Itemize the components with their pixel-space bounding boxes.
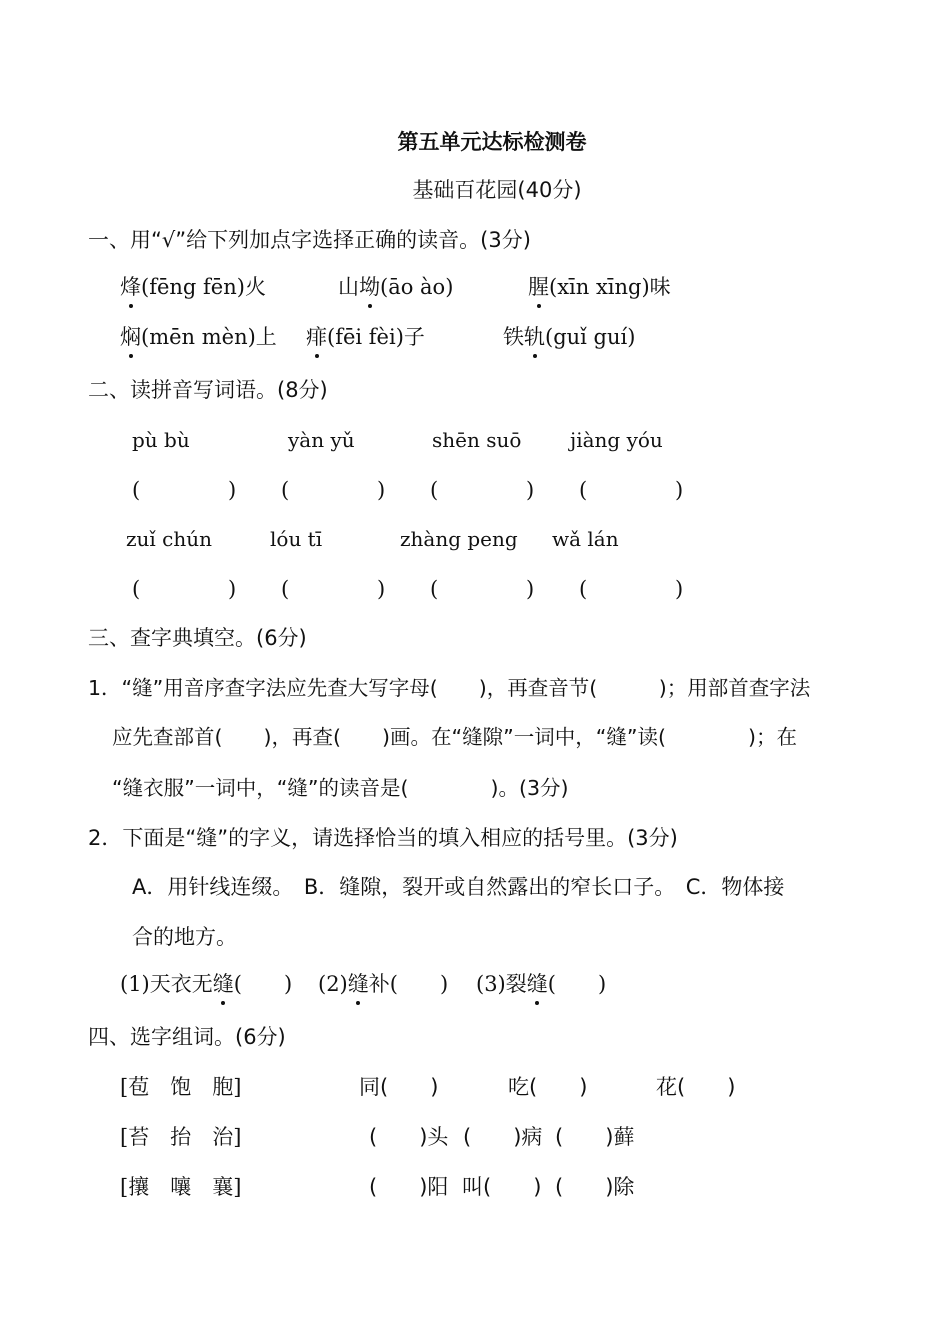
word-blank: ( )病	[463, 1125, 543, 1149]
char-group: [攘 嚷 襄]	[120, 1175, 242, 1199]
pinyin-prompt: lóu tī	[270, 527, 323, 551]
pinyin-prompt: jiàng yóu	[570, 428, 663, 452]
dotted-char: 缝	[212, 972, 234, 996]
q3-sub-item: (2)缝补( )	[318, 972, 449, 996]
q3-paragraph-line: 应先查部首( )，再查( )画。在“缝隙”一词中，“缝”读( )；在	[112, 725, 797, 749]
dotted-char: 坳	[359, 275, 380, 299]
pinyin-prompt: zhàng peng	[400, 527, 518, 551]
answer-blank-open: (	[281, 478, 290, 502]
char-group: [苔 抬 治]	[120, 1125, 242, 1149]
answer-blank-open: (	[430, 577, 439, 601]
word-blank: 吃( )	[508, 1075, 588, 1099]
q1-heading: 一、用“√”给下列加点字选择正确的读音。(3分)	[88, 228, 531, 252]
answer-blank-open: (	[281, 577, 290, 601]
q2-heading: 二、读拼音写词语。(8分)	[88, 378, 328, 402]
q3-sub-heading: 2．下面是“缝”的字义，请选择恰当的填入相应的括号里。(3分)	[88, 826, 678, 850]
q1-item: 痱(fēi fèi)子	[306, 325, 425, 349]
answer-blank-open: (	[430, 478, 439, 502]
q1-item: 山坳(āo ào)	[338, 275, 454, 299]
dotted-char: 缝	[526, 972, 548, 996]
answer-blank-open: (	[579, 478, 588, 502]
q4-heading: 四、选字组词。(6分)	[88, 1025, 286, 1049]
q1-item: 烽(fēng fēn)火	[120, 275, 266, 299]
answer-blank-close: )	[526, 577, 535, 601]
dotted-char: 缝	[347, 972, 369, 996]
word-blank: 同( )	[359, 1075, 439, 1099]
q1-item: 腥(xīn xīng)味	[528, 275, 671, 299]
answer-blank-open: (	[132, 478, 141, 502]
q3-sub-item: (3)裂缝( )	[476, 972, 607, 996]
answer-blank-close: )	[228, 577, 237, 601]
q3-paragraph-line: 1．“缝”用音序查字法应先查大写字母( )，再查音节( )；用部首查字法	[88, 676, 811, 700]
word-blank: ( )阳	[369, 1175, 449, 1199]
word-blank: 叫( )	[462, 1175, 542, 1199]
answer-blank-close: )	[377, 577, 386, 601]
pinyin-prompt: yàn yǔ	[288, 428, 355, 452]
char-group: [苞 饱 胞]	[120, 1075, 242, 1099]
answer-blank-open: (	[132, 577, 141, 601]
word-blank: ( )藓	[555, 1125, 635, 1149]
word-blank: ( )头	[369, 1125, 449, 1149]
answer-blank-close: )	[675, 577, 684, 601]
page-title: 第五单元达标检测卷	[397, 130, 587, 154]
dotted-char: 焖	[120, 325, 141, 349]
answer-blank-close: )	[377, 478, 386, 502]
pinyin-prompt: shēn suō	[432, 428, 522, 452]
answer-blank-open: (	[579, 577, 588, 601]
pinyin-prompt: wǎ lán	[552, 527, 619, 551]
answer-blank-close: )	[675, 478, 684, 502]
section-subtitle: 基础百花园(40分)	[412, 178, 582, 202]
q1-item: 焖(mēn mèn)上	[120, 325, 277, 349]
q3-sub-item: (1)天衣无缝( )	[120, 972, 293, 996]
dotted-char: 烽	[120, 275, 141, 299]
word-blank: ( )除	[555, 1175, 635, 1199]
pinyin-prompt: pù bù	[132, 428, 190, 452]
definition-options: A．用针线连缀。 B．缝隙，裂开或自然露出的窄长口子。 C．物体接	[132, 875, 785, 899]
q1-item: 铁轨(guǐ guí)	[503, 325, 636, 349]
pinyin-prompt: zuǐ chún	[126, 527, 213, 551]
q3-heading: 三、查字典填空。(6分)	[88, 626, 307, 650]
word-blank: 花( )	[656, 1075, 736, 1099]
q3-paragraph-line: “缝衣服”一词中，“缝”的读音是( )。(3分)	[112, 776, 569, 800]
dotted-char: 轨	[524, 325, 545, 349]
definition-options: 合的地方。	[132, 925, 237, 949]
dotted-char: 痱	[306, 325, 327, 349]
answer-blank-close: )	[228, 478, 237, 502]
dotted-char: 腥	[528, 275, 549, 299]
answer-blank-close: )	[526, 478, 535, 502]
